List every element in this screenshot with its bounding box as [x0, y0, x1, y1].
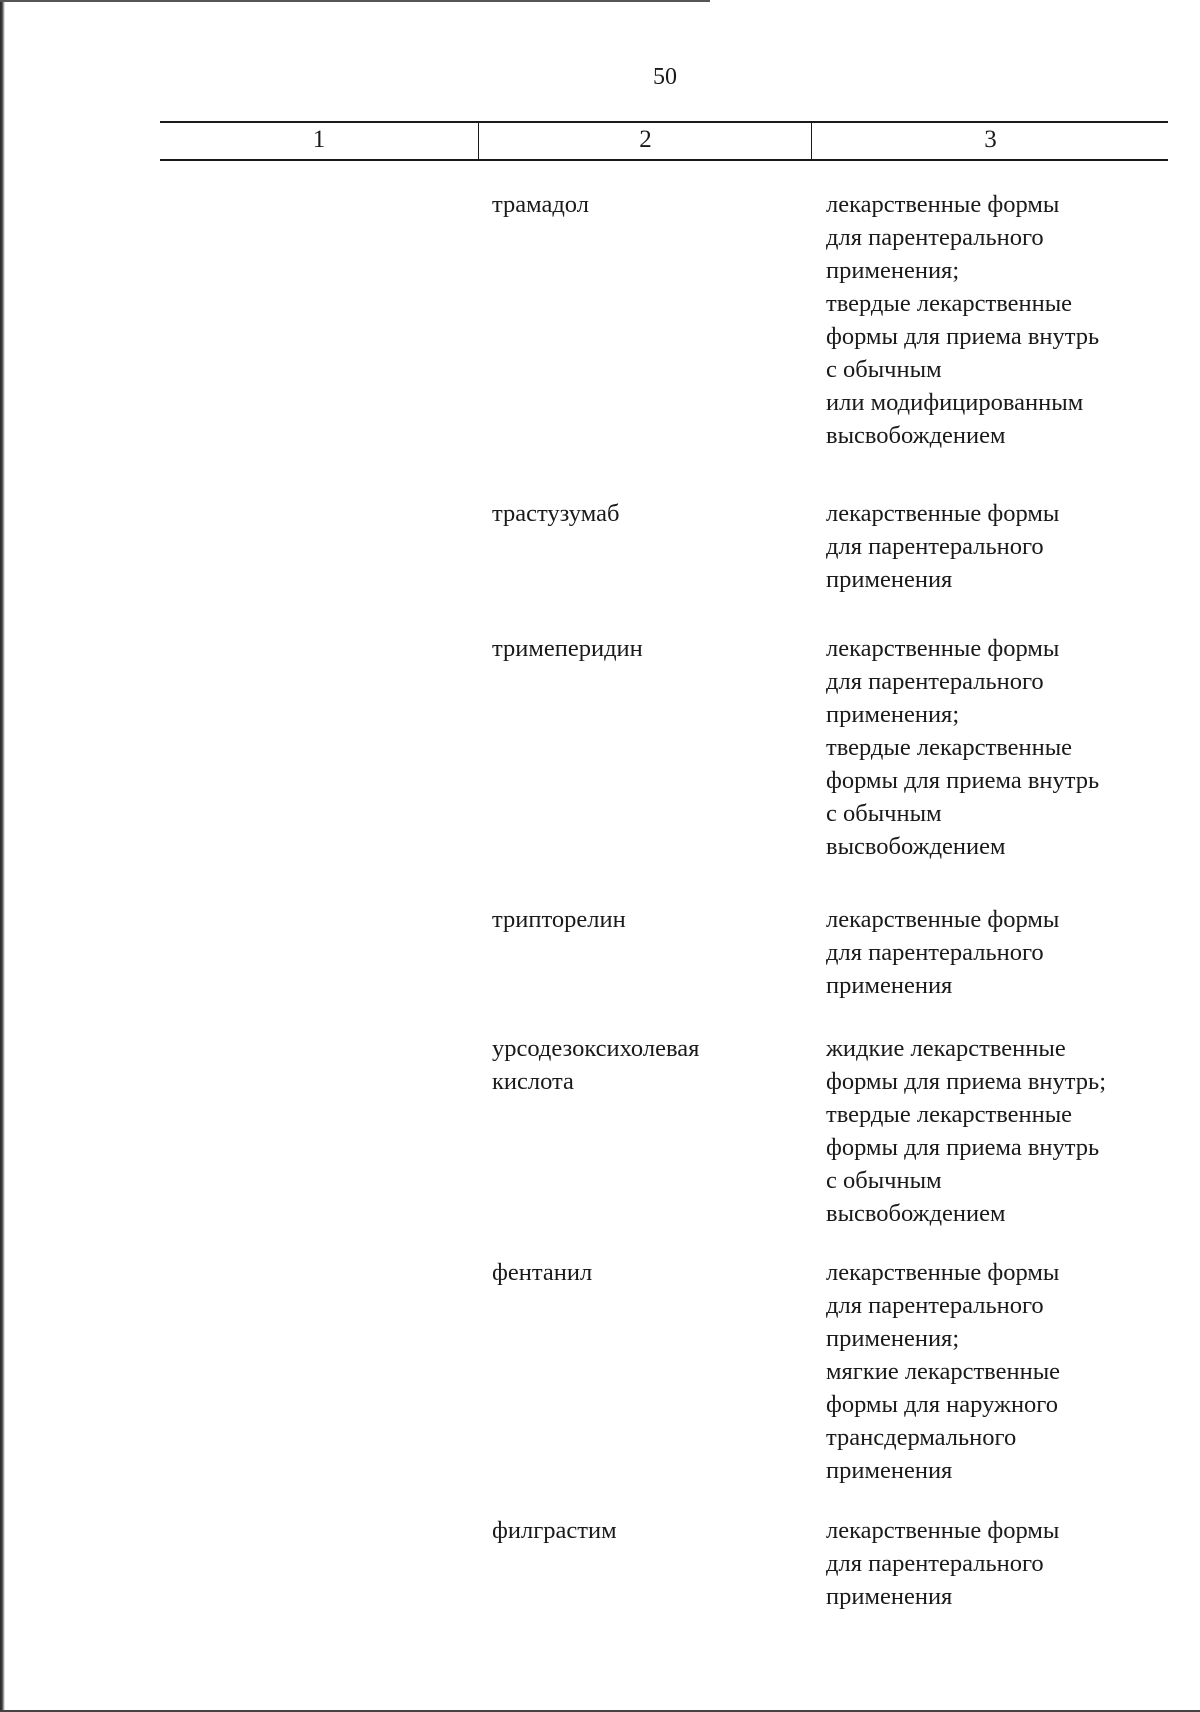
page-number: 50	[653, 64, 677, 90]
table-header	[160, 121, 1168, 161]
table-row	[0, 1032, 1200, 1230]
table-row	[0, 497, 1200, 596]
drug-name: филграстим	[492, 1517, 617, 1544]
table-row	[0, 1256, 1200, 1487]
drug-name: трамадол	[492, 191, 589, 218]
column-header-1: 1	[312, 126, 326, 153]
drug-name: трастузумаб	[492, 500, 620, 527]
dosage-forms: лекарственные формы для парентерального применения	[826, 906, 1060, 999]
dosage-forms: жидкие лекарственные формы для приема внутрь; твердые лекарственные формы для приема внутрь с обычным высвобождением	[826, 1035, 1107, 1227]
column-header-2: 2	[478, 123, 812, 159]
table-row	[0, 188, 1200, 452]
table-row	[0, 1514, 1200, 1613]
drug-name: тримеперидин	[492, 635, 643, 662]
table-row	[0, 903, 1200, 1002]
drug-name: трипторелин	[492, 906, 626, 933]
dosage-forms: лекарственные формы для парентерального применения; мягкие лекарственные формы для наружного трансдермального применения	[826, 1259, 1061, 1484]
table-row	[0, 632, 1200, 863]
scan-edge-top	[0, 0, 710, 2]
dosage-forms: лекарственные формы для парентерального применения; твердые лекарственные формы для приема внутрь с обычным высвобождением	[826, 635, 1100, 860]
column-header-3: 3	[811, 123, 1169, 159]
table-body	[0, 188, 1200, 1613]
drug-name: урсодезоксихолевая кислота	[492, 1035, 700, 1095]
dosage-forms: лекарственные формы для парентерального применения	[826, 500, 1060, 593]
dosage-forms: лекарственные формы для парентерального применения	[826, 1517, 1060, 1610]
drug-name: фентанил	[492, 1259, 593, 1286]
dosage-forms: лекарственные формы для парентерального применения; твердые лекарственные формы для приема внутрь с обычным или модифицированным высвобождением	[826, 191, 1100, 449]
